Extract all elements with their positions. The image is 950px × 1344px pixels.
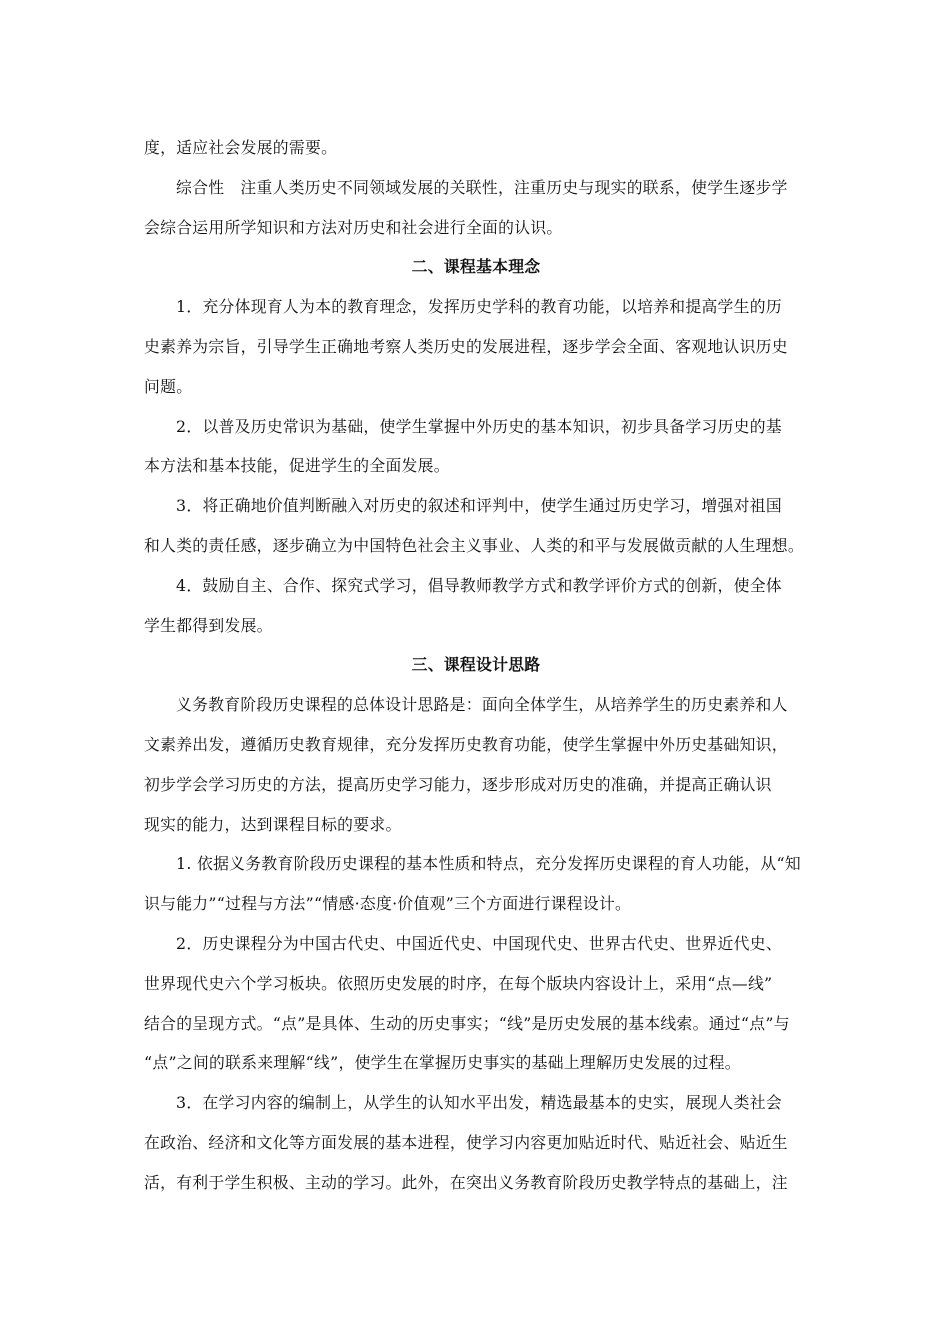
text-line: 和人类的责任感，逐步确立为中国特色社会主义事业、人类的和平与发展做贡献的人生理想。 <box>144 535 804 555</box>
text-line: 世界现代史六个学习板块。依照历史发展的时序，在每个版块内容设计上，采用“点—线” <box>144 973 773 993</box>
text-line: 2．以普及历史常识为基础，使学生掌握中外历史的基本知识，初步具备学习历史的基 <box>176 416 782 436</box>
text-line: 3．将正确地价值判断融入对历史的叙述和评判中，使学生通过历史学习，增强对祖国 <box>176 496 782 516</box>
text-line: 1. 依据义务教育阶段历史课程的基本性质和特点，充分发挥历史课程的育人功能，从“知 <box>176 854 801 874</box>
text-line: 在政治、经济和文化等方面发展的基本进程，使学习内容更加贴近时代、贴近社会、贴近生 <box>144 1132 788 1152</box>
text-line: 2．历史课程分为中国古代史、中国近代史、中国现代史、世界古代史、世界近代史、 <box>176 933 782 953</box>
text-line: 度，适应社会发展的需要。 <box>144 138 338 157</box>
text-line: 义务教育阶段历史课程的总体设计思路是：面向全体学生，从培养学生的历史素养和人 <box>176 695 788 715</box>
text-line: 会综合运用所学知识和方法对历史和社会进行全面的认识。 <box>144 217 563 237</box>
text-line: 本方法和基本技能，促进学生的全面发展。 <box>144 456 450 476</box>
text-line: 1．充分体现育人为本的教育理念，发挥历史学科的教育功能，以培养和提高学生的历 <box>176 297 782 317</box>
text-line: 问题。 <box>144 376 193 396</box>
section-heading: 二、课程基本理念 <box>411 257 541 277</box>
text-line: 结合的呈现方式。“点”是具体、生动的历史事实；“线”是历史发展的基本线索。通过“点”与 <box>144 1013 790 1033</box>
text-line: 3．在学习内容的编制上，从学生的认知水平出发，精选最基本的史实，展现人类社会 <box>176 1093 782 1113</box>
text-line: 现实的能力，达到课程目标的要求。 <box>144 814 402 834</box>
text-line: 文素养出发，遵循历史教育规律，充分发挥历史教育功能，使学生掌握中外历史基础知识， <box>144 734 788 754</box>
text-line: 史素养为宗旨，引导学生正确地考察人类历史的发展进程，逐步学会全面、客观地认识历史 <box>144 336 788 356</box>
document-body <box>144 128 808 1203</box>
text-line: 活，有利于学生积极、主动的学习。此外，在突出义务教育阶段历史教学特点的基础上，注 <box>144 1172 788 1192</box>
text-line: 学生都得到发展。 <box>144 615 273 635</box>
text-line: 综合性 注重人类历史不同领域发展的关联性，注重历史与现实的联系，使学生逐步学 <box>176 177 788 197</box>
text-line: 4．鼓励自主、合作、探究式学习，倡导教师教学方式和教学评价方式的创新，使全体 <box>176 575 782 595</box>
text-line: 识与能力”“过程与方法”“情感·态度·价值观”三个方面进行课程设计。 <box>144 894 632 914</box>
text-line: “点”之间的联系来理解“线”，使学生在掌握历史事实的基础上理解历史发展的过程。 <box>144 1053 741 1073</box>
text-line: 初步学会学习历史的方法，提高历史学习能力，逐步形成对历史的准确，并提高正确认识 <box>144 774 772 794</box>
section-heading: 三、课程设计思路 <box>411 655 541 675</box>
